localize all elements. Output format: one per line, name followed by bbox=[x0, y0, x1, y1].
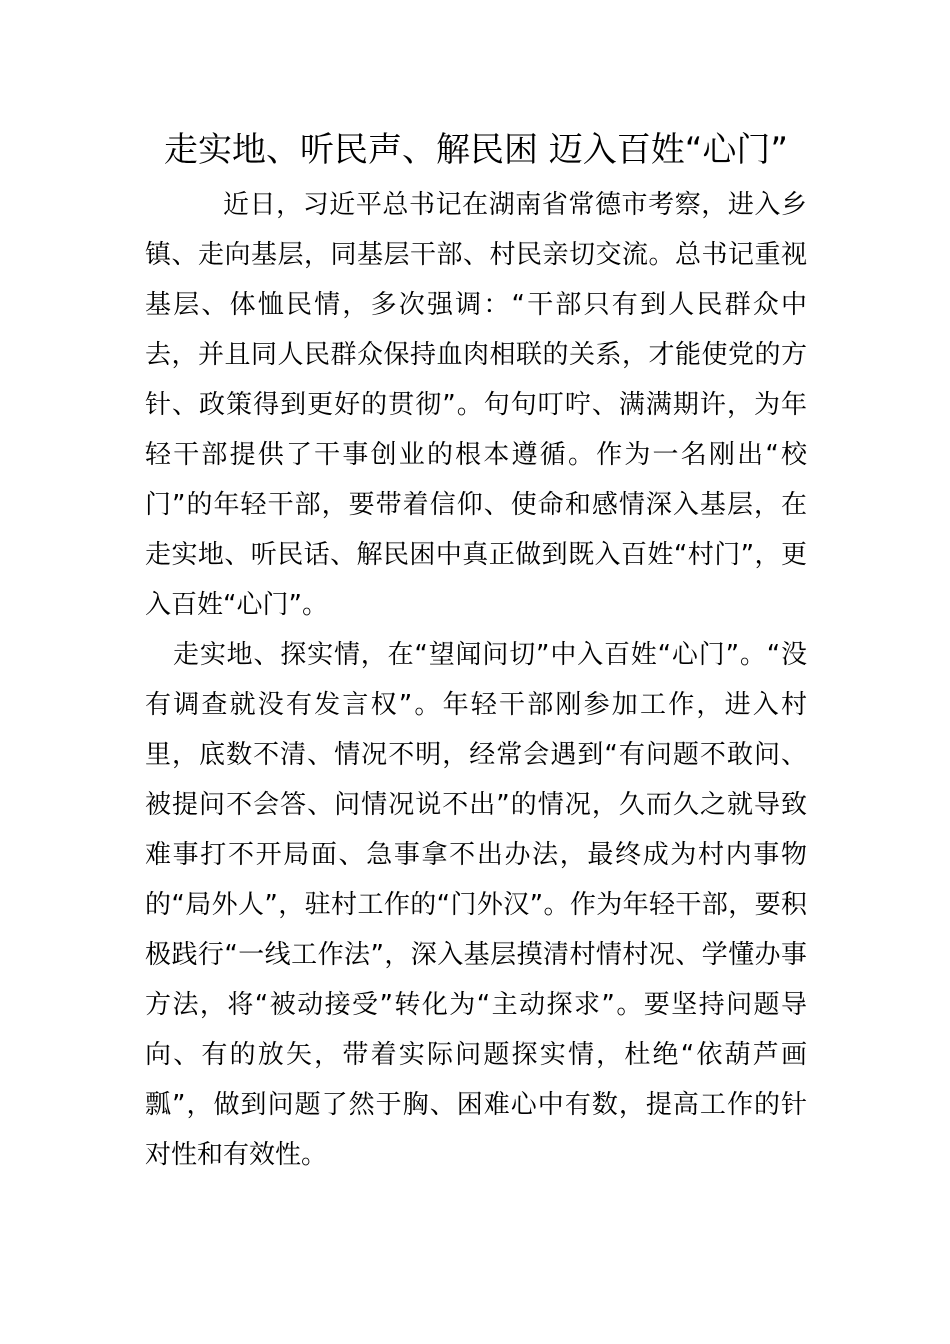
document-body bbox=[145, 180, 807, 1180]
document-page bbox=[145, 128, 807, 1180]
paragraph-section-1: 走实地、探实情，在“望闻问切”中入百姓“心门”。“没有调查就没有发言权”。年轻干部刚参加工作，进入村里，底数不清、情况不明，经常会遇到“有问题不敢问、被提问不会答、问情况说不出”的情况，久而久之就导致难事打不开局面、急事拿不出办法，最终成为村内事物的“局外人”，驻村工作的“门外汉”。作为年轻干部，要积极践行“一线工作法”，深入基层摸清村情村况、学懂办事方法，将“被动接受”转化为“主动探求”。要坚持问题导向、有的放矢，带着实际问题探实情，杜绝“依葫芦画瓢”，做到问题了然于胸、困难心中有数，提高工作的针对性和有效性。 bbox=[145, 640, 807, 1170]
document-title: 走实地、听民声、解民困 迈入百姓“心门” bbox=[163, 130, 789, 170]
paragraph-intro: 近日，习近平总书记在湖南省常德市考察，进入乡镇、走向基层，同基层干部、村民亲切交流。总书记重视基层、体恤民情，多次强调：“干部只有到人民群众中去，并且同人民群众保持血肉相联的关系，才能使党的方针、政策得到更好的贯彻”。句句叮咛、满满期许，为年轻干部提供了干事创业的根本遵循。作为一名刚出“校门”的年轻干部，要带着信仰、使命和感情深入基层，在走实地、听民话、解民困中真正做到既入百姓“村门”，更入百姓“心门”。 bbox=[145, 190, 807, 620]
